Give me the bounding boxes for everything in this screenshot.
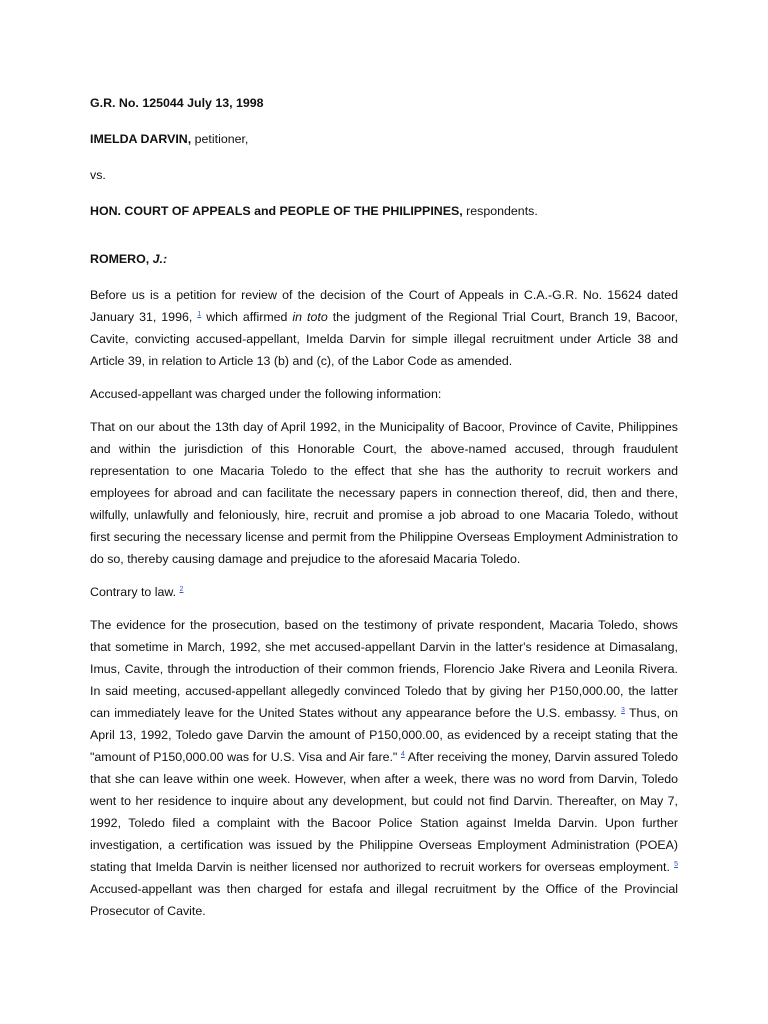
petitioner-name: IMELDA DARVIN, [90, 132, 192, 146]
petitioner-role: petitioner, [191, 132, 249, 146]
p1-text-a: Before us is a petition for review of the decision of the Court of Appeals in C.A.-G.R. No. 15624 dated January 31, 1996, [90, 288, 678, 324]
p4-text: Contrary to law. [90, 585, 180, 599]
ponente-name: ROMERO, [90, 252, 150, 266]
respondents-name: HON. COURT OF APPEALS and PEOPLE OF THE PHILIPPINES, [90, 204, 463, 218]
footnote-link-5[interactable]: 5 [674, 861, 678, 868]
ponente-line [90, 248, 678, 270]
paragraph-contrary [90, 581, 678, 603]
ponente-title: J.: [149, 252, 168, 266]
p1-text-d: the judgment of the Regional Trial Court, Branch 19, Bacoor, Cavite, convicting accused-appellant, Imelda Darvin for simple illegal recruitment under Article 38 and Article 39, in relation to Article 13 (b) and (c), of the Labor Code as amended. [90, 310, 678, 368]
paragraph-charged: Accused-appellant was charged under the following information: [90, 387, 442, 401]
footnote-link-2[interactable]: 2 [179, 586, 184, 593]
p5-text-a: The evidence for the prosecution, based on the testimony of private respondent, Macaria Toledo, shows that sometime in March, 1992, she met accused-appellant Darvin in the latter's residence at Dimasalang, Imus, Cavite, through the introduction of their common friends, Florencio Jake Rivera and Leonila Rivera. In said meeting, accused-appellant allegedly convinced Toledo that by giving her P150,000.00, the latter can immediately leave for the United States without any appearance before the U.S. embassy. [90, 618, 678, 720]
respondents-role: respondents. [462, 204, 538, 218]
footnote-link-4[interactable]: 4 [400, 751, 405, 758]
p5-text-d: Accused-appellant was then charged for estafa and illegal recruitment by the Office of the Provincial Prosecutor of Cavite. [90, 882, 678, 918]
versus-line: vs. [90, 168, 106, 182]
paragraph-evidence [90, 614, 678, 922]
p5-text-b: Thus, on April 13, 1992, Toledo gave Darvin the amount of P150,000.00, as evidenced by a receipt stating that the "amount of P150,000.00 was for U.S. Visa and Air fare." [90, 706, 678, 764]
respondents-line [90, 200, 678, 222]
p1-text-in-toto: in toto [292, 310, 328, 324]
p5-text-c: After receiving the money, Darvin assured Toledo that she can leave within one week. However, when after a week, there was no word from Darvin, Toledo went to her residence to inquire about any development, but could not find Darvin. Thereafter, on May 7, 1992, Toledo filed a complaint with the Bacoor Police Station against Imelda Darvin. Upon further investigation, a certification was issued by the Philippine Overseas Employment Administration (POEA) stating that Imelda Darvin is neither licensed nor authorized to recruit workers for overseas employment. [90, 750, 679, 874]
footnote-link-1[interactable]: 1 [197, 311, 202, 318]
case-number-date: G.R. No. 125044 July 13, 1998 [90, 96, 264, 110]
p1-text-b: which affirmed [201, 310, 293, 324]
document-page [90, 92, 678, 933]
petitioner-line [90, 128, 678, 150]
paragraph-petition [90, 284, 678, 372]
footnote-link-3[interactable]: 3 [621, 707, 625, 714]
paragraph-information: That on our about the 13th day of April 1992, in the Municipality of Bacoor, Province of Cavite, Philippines and within the jurisdiction of this Honorable Court, the above-named accused, through fraudulent representation to one Macaria Toledo to the effect that she has the authority to recruit workers and employees for abroad and can facilitate the necessary papers in connection thereof, did, then and there, wilfully, unlawfully and feloniously, hire, recruit and promise a job abroad to one Macaria Toledo, without first securing the necessary license and permit from the Philippine Overseas Employment Administration to do so, thereby causing damage and prejudice to the aforesaid Macaria Toledo. [90, 420, 678, 566]
